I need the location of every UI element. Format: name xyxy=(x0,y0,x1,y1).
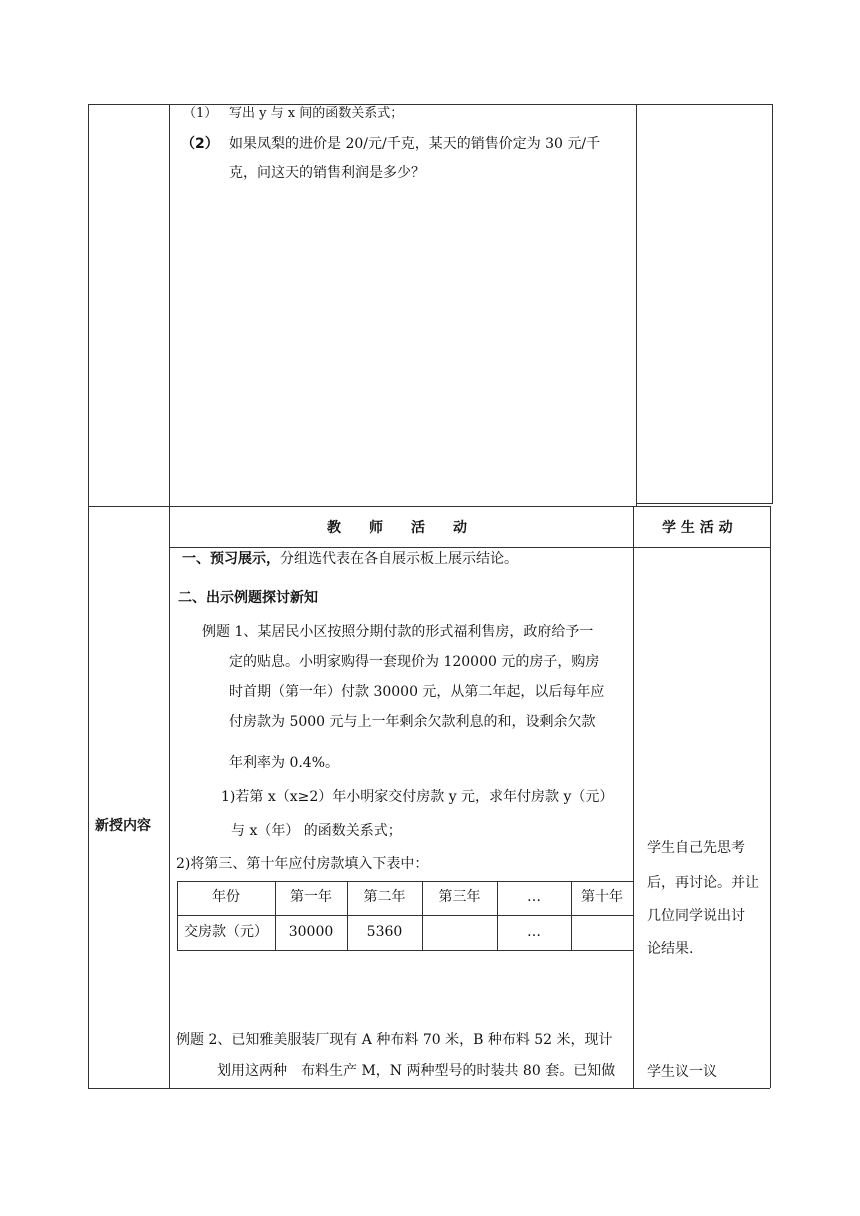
new-knowledge-heading: 二、出示例题探讨新知 xyxy=(178,590,318,606)
table-mid xyxy=(177,915,633,916)
preview-display-label: 一、预习展示， xyxy=(182,551,280,567)
top-q1-text: 写出 y 与 x 间的函数关系式； xyxy=(229,106,404,121)
col-divider-2-main xyxy=(633,506,634,1088)
student-discuss: 学生议一议 xyxy=(647,1064,717,1080)
table-header-year1: 第一年 xyxy=(290,889,332,905)
example1-question1-line1: 1)若第 x（x≥2）年小明家交付房款 y 元，求年付房款 y（元） xyxy=(221,789,614,805)
table-cell-year2: 5360 xyxy=(366,924,403,940)
student-note-line3: 几位同学说出讨 xyxy=(647,908,745,924)
example2-line2: 划用这两种 布料生产 M，N 两种型号的时装共 80 套。已知做 xyxy=(217,1063,616,1079)
top-q2-number: （2） xyxy=(181,136,219,152)
main-bottom xyxy=(88,1088,770,1089)
example2-line1: 例题 2、已知雅美服装厂现有 A 种布料 70 米，B 种布料 52 米，现计 xyxy=(176,1032,613,1048)
example1-line5: 年利率为 0.4%。 xyxy=(229,755,340,771)
example1-line3: 时首期（第一年）付款 30000 元，从第二年起，以后每年应 xyxy=(229,684,605,700)
table-cell-year1: 30000 xyxy=(288,924,334,940)
example1-question1-line2: 与 x（年） 的函数关系式； xyxy=(231,823,402,839)
table-header-year2: 第二年 xyxy=(363,889,406,905)
table-header-year10: 第十年 xyxy=(581,889,623,905)
student-activity-header: 学 生 活 动 xyxy=(662,520,733,536)
table-top xyxy=(177,881,633,882)
left-border-top xyxy=(88,104,89,506)
table-header-year3: 第三年 xyxy=(438,889,481,905)
table-cell-payment-label: 交房款（元） xyxy=(184,924,268,940)
student-note-line2: 后，再讨论。并让 xyxy=(647,875,759,891)
table-header-ellipsis: … xyxy=(527,889,541,905)
example1-line1: 例题 1、某居民小区按照分期付款的形式福利售房，政府给予一 xyxy=(202,624,594,640)
top-section-bottom xyxy=(88,506,770,507)
student-note-line1: 学生自己先思考 xyxy=(647,840,745,856)
example1-question2: 2)将第三、第十年应付房款填入下表中： xyxy=(176,856,429,872)
top-section-bottom-right xyxy=(636,503,773,504)
example1-line2: 定的贴息。小明家购得一套现价为 120000 元的房子，购房 xyxy=(229,654,600,670)
left-border-main xyxy=(88,506,89,1088)
header-bottom xyxy=(169,547,770,548)
student-note-line4: 论结果. xyxy=(647,941,694,957)
table-bottom xyxy=(177,950,633,951)
right-border-main xyxy=(770,506,771,1088)
preview-display-text: 分组选代表在各自展示板上展示结论。 xyxy=(280,551,518,567)
table-header-year: 年份 xyxy=(212,889,240,905)
top-q1-number: （1） xyxy=(183,106,218,121)
example1-line4: 付房款为 5000 元与上一年剩余欠款利息的和，设剩余欠款 xyxy=(229,714,596,730)
top-q2-line1: 如果凤梨的进价是 20/元/千克，某天的销售价定为 30 元/千 xyxy=(229,136,601,152)
right-border-top xyxy=(772,104,773,504)
col-divider-2-top xyxy=(636,104,637,506)
preview-display xyxy=(182,549,518,569)
top-q2-line2: 克，问这天的销售利润是多少？ xyxy=(229,165,425,181)
payment-table xyxy=(177,881,633,951)
section-label: 新授内容 xyxy=(95,818,151,834)
col-divider-1-top xyxy=(169,104,170,506)
teacher-activity-header: 教 师 活 动 xyxy=(327,520,467,536)
col-divider-1-main xyxy=(169,506,170,1088)
table-cell-ellipsis: … xyxy=(527,924,541,940)
